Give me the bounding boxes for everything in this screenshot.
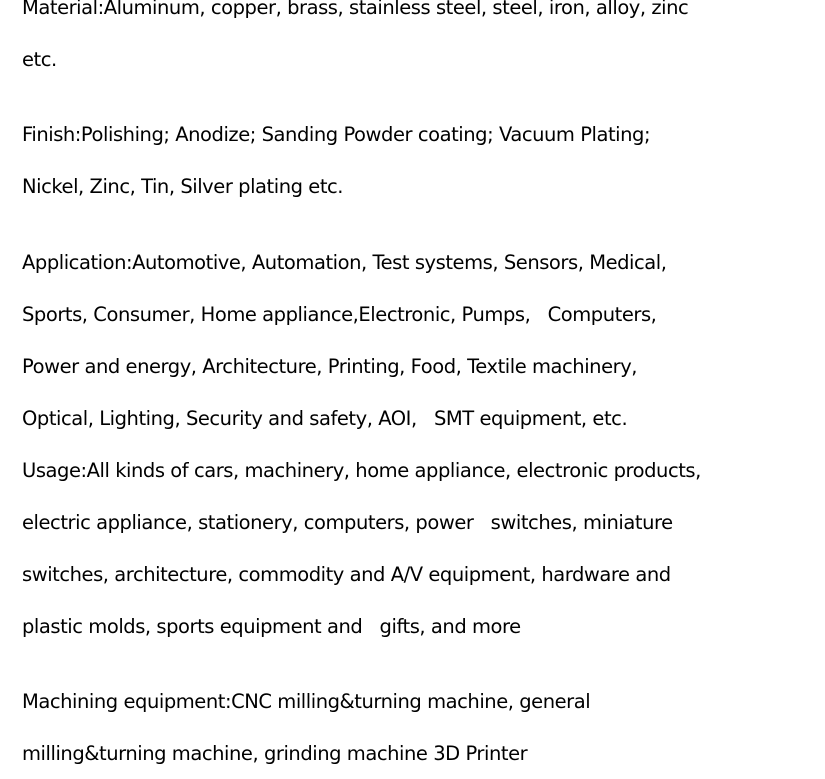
application-line-1: Application:Automotive, Automation, Test systems, Sensors, Medical, bbox=[22, 251, 667, 274]
usage-line-1: Usage:All kinds of cars, machinery, home appliance, electronic products, bbox=[22, 459, 701, 482]
application-line-3: Power and energy, Architecture, Printing, Food, Textile machinery, bbox=[22, 355, 638, 378]
machining-line-2: milling&turning machine, grinding machine 3D Printer bbox=[22, 742, 528, 765]
usage-line-2: electric appliance, stationery, computers, power switches, miniature bbox=[22, 511, 673, 534]
machining-line-1: Machining equipment:CNC milling&turning machine, general bbox=[22, 690, 591, 713]
usage-line-3: switches, architecture, commodity and A/V equipment, hardware and bbox=[22, 563, 671, 586]
finish-line-2: Nickel, Zinc, Tin, Silver plating etc. bbox=[22, 175, 344, 198]
material-line-2: etc. bbox=[22, 48, 57, 71]
finish-line-1: Finish:Polishing; Anodize; Sanding Powder coating; Vacuum Plating; bbox=[22, 123, 651, 146]
application-line-4: Optical, Lighting, Security and safety, AOI, SMT equipment, etc. bbox=[22, 407, 628, 430]
application-line-2: Sports, Consumer, Home appliance,Electronic, Pumps, Computers, bbox=[22, 303, 657, 326]
material-line-1: Material:Aluminum, copper, brass, stainless steel, steel, iron, alloy, zinc bbox=[22, 0, 689, 19]
usage-line-4: plastic molds, sports equipment and gifts, and more bbox=[22, 615, 521, 638]
